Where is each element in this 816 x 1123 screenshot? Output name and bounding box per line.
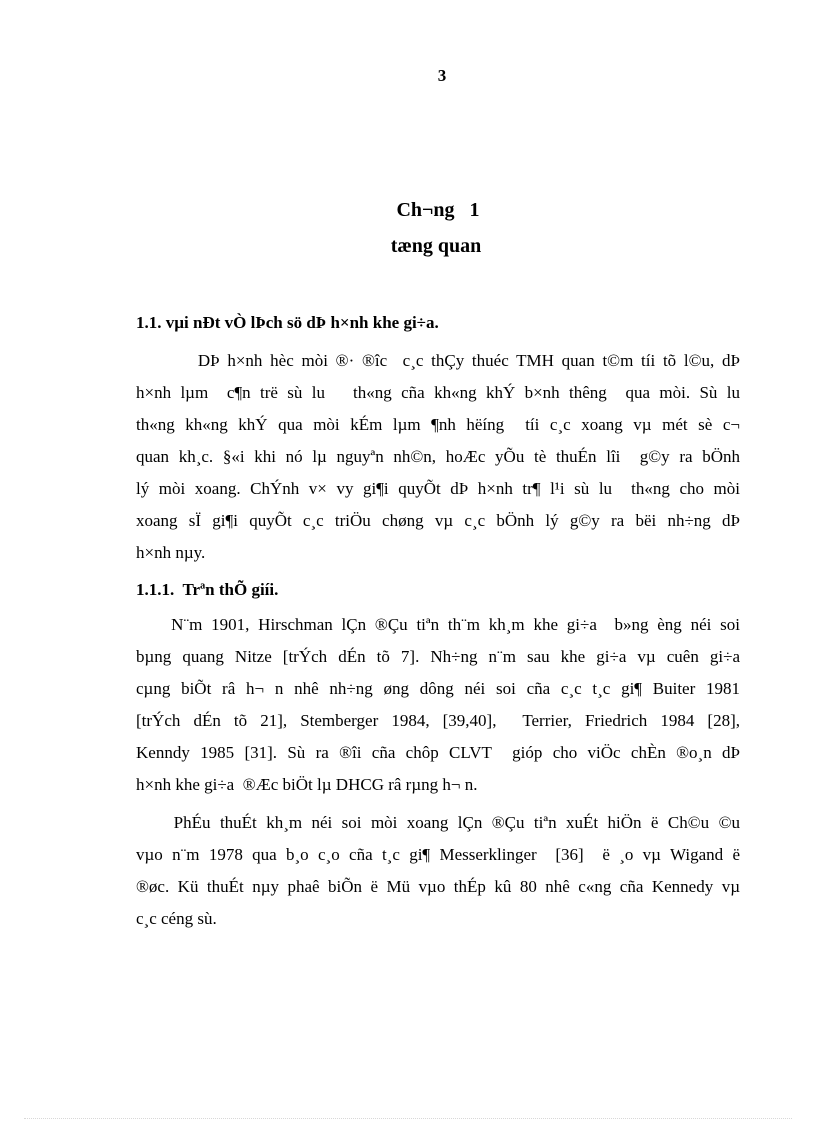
section-heading-1-1: 1.1. vµi nÐt vÒ lÞch sö dÞ h×nh khe gi÷a. [136,313,439,332]
paragraph-line: ®øc. Kü thuÉt nµy phaê biÕn ë Mü vµo thÉp kû 80 nhê c«ng cña Kennedy vµ [136,877,740,896]
paragraph-line: [trÝch dÉn tõ 21], Stemberger 1984, [39,40], Terrier, Friedrich 1984 [28], [136,711,740,730]
paragraph-line: quan kh¸c. §«i khi nó lµ nguyªn nh©n, hoÆc yÕu tè thuÉn lîi g©y ra bÖnh [136,447,740,466]
paragraph-line: h×nh khe gi÷a ®Æc biÖt lµ DHCG râ rµng h¬ n. [136,775,478,794]
paragraph-line: N¨m 1901, Hirschman lÇn ®Çu tiªn th¨m kh¸m khe gi÷a b»ng èng néi soi [136,615,740,634]
page-bottom-rule [24,1118,792,1119]
paragraph-line: cµng biÕt râ h¬ n nhê nh÷ng øng dông néi soi cña c¸c t¸c gi¶ Buiter 1981 [136,679,740,698]
paragraph-line: Kenndy 1985 [31]. Sù ra ®îi cña chôp CLVT gióp cho viÖc chÈn ®o¸n dÞ [136,743,740,762]
paragraph-line: xoang sÏ gi¶i quyÕt c¸c triÖu chøng vµ c¸c bÖnh lý g©y ra bëi nh÷ng dÞ [136,511,740,530]
paragraph-line: lý mòi xoang. ChÝnh v× vy gi¶i quyÕt dÞ h×nh tr¶ l¹i sù lu th«ng cho mòi [136,479,740,498]
paragraph-line: c¸c céng sù. [136,909,217,928]
page-number: 3 [437,66,447,85]
chapter-title: Ch¬ng 1 [396,199,480,221]
paragraph-line: h×nh lµm c¶n trë sù lu th«ng cña kh«ng khÝ b×nh thêng qua mòi. Sù lu [136,383,740,402]
paragraph-line: vµo n¨m 1978 qua b¸o c¸o cña t¸c gi¶ Messerklinger [36] ë ¸o vµ Wigand ë [136,845,740,864]
paragraph-line: PhÉu thuÉt kh¸m néi soi mòi xoang lÇn ®Çu tiªn xuÉt hiÖn ë Ch©u ©u [136,813,740,832]
paragraph-line: h×nh nµy. [136,543,206,562]
chapter-subtitle: tæng quan [390,235,482,257]
paragraph-line: th«ng kh«ng khÝ qua mòi kÉm lµm ¶nh hëíng tíi c¸c xoang vµ mét sè c¬ [136,415,740,434]
paragraph-line: DÞ h×nh hèc mòi ®· ®îc c¸c thÇy thuéc TMH quan t©m tíi tõ l©u, dÞ [136,351,740,370]
paragraph-line: bµng quang Nitze [trÝch dÉn tõ 7]. Nh÷ng n¨m sau khe gi÷a vµ cuên gi÷a [136,647,740,666]
section-heading-1-1-1: 1.1.1. Trªn thÕ giíi. [136,580,279,599]
